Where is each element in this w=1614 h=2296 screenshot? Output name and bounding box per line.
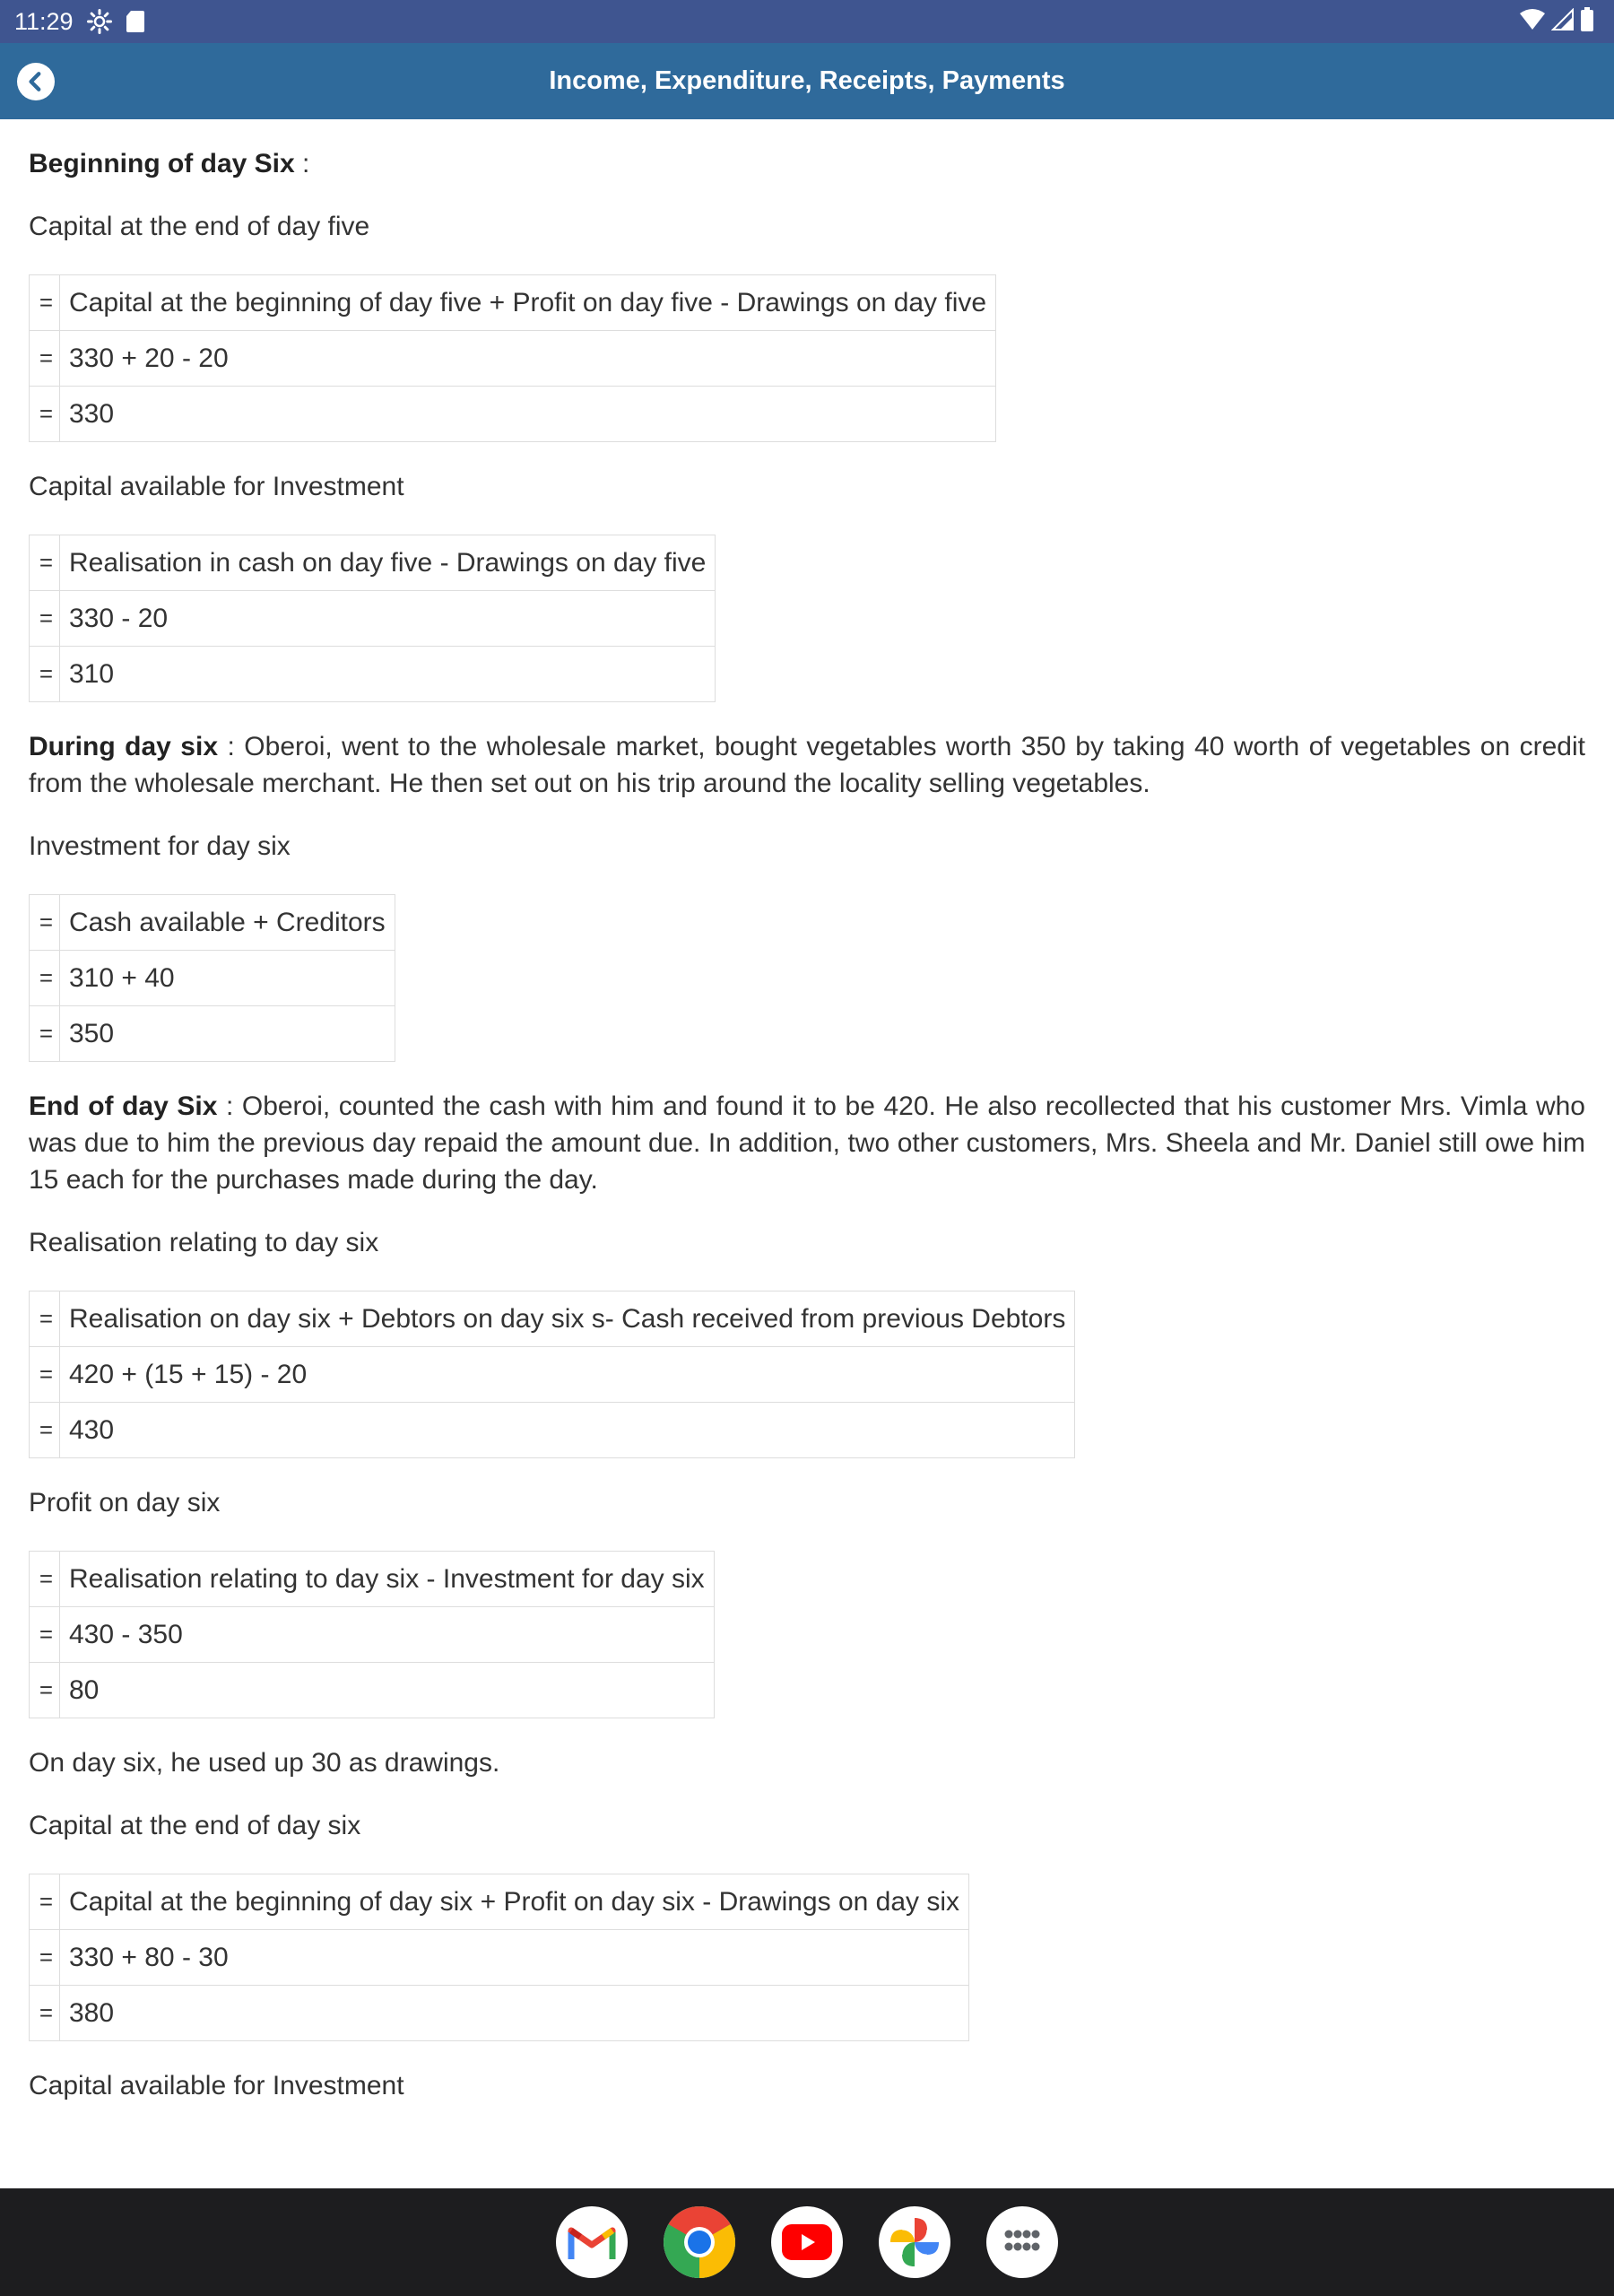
- table-row: [30, 1347, 1075, 1403]
- calc-table: [29, 1874, 969, 2041]
- status-time: 11:29: [14, 7, 74, 35]
- table-cell: Realisation relating to day six - Investment for day six: [60, 1552, 715, 1607]
- back-arrow-icon: [24, 70, 48, 93]
- table-cell: 430: [60, 1403, 1075, 1458]
- table-cell: Cash available + Creditors: [60, 895, 395, 951]
- paragraph-bold: End of day Six: [29, 1091, 218, 1121]
- equals-sign: =: [30, 1874, 60, 1930]
- signal-icon: [1551, 8, 1575, 36]
- equals-sign: =: [30, 1607, 60, 1663]
- equals-sign: =: [30, 275, 60, 331]
- table-row: [30, 951, 395, 1006]
- table-row: [30, 331, 996, 387]
- table-row: [30, 1292, 1075, 1347]
- equals-sign: =: [30, 387, 60, 442]
- app-bar: [0, 43, 1614, 119]
- table-cell: Realisation on day six + Debtors on day six s- Cash received from previous Debtors: [60, 1292, 1075, 1347]
- equals-sign: =: [30, 535, 60, 591]
- table-cell: 430 - 350: [60, 1607, 715, 1663]
- table-cell: 310: [60, 647, 716, 702]
- calc-label: Profit on day six: [29, 1488, 221, 1518]
- chrome-icon[interactable]: [664, 2206, 735, 2278]
- table-row: [30, 591, 716, 647]
- calc-table: [29, 1291, 1075, 1458]
- calc-label: Capital available for Investment: [29, 2071, 404, 2100]
- narrative-paragraph: [29, 1088, 1585, 1198]
- narrative-paragraph: On day six, he used up 30 as drawings.: [29, 1748, 500, 1778]
- calc-table: [29, 274, 996, 442]
- table-row: [30, 647, 716, 702]
- sd-card-icon: [126, 10, 145, 33]
- equals-sign: =: [30, 591, 60, 647]
- photos-icon[interactable]: [879, 2206, 950, 2278]
- app-drawer-icon[interactable]: [986, 2206, 1058, 2278]
- equals-sign: =: [30, 951, 60, 1006]
- table-cell: 330 + 20 - 20: [60, 331, 996, 387]
- table-cell: Capital at the beginning of day six + Profit on day six - Drawings on day six: [60, 1874, 969, 1930]
- table-row: [30, 1552, 715, 1607]
- calc-label: Capital at the end of day six: [29, 1811, 361, 1840]
- youtube-icon[interactable]: [771, 2206, 843, 2278]
- equals-sign: =: [30, 1292, 60, 1347]
- table-cell: Capital at the beginning of day five + Profit on day five - Drawings on day five: [60, 275, 996, 331]
- paragraph-text: : Oberoi, went to the wholesale market, bought vegetables worth 350 by taking 40 worth of vegetables on credit from the wholesale merchant. He then set out on his trip around the locality selling vegetables.: [29, 732, 1585, 798]
- narrative-paragraph: [29, 728, 1585, 802]
- wifi-icon: [1519, 8, 1546, 36]
- equals-sign: =: [30, 647, 60, 702]
- battery-icon: [1580, 7, 1594, 37]
- equals-sign: =: [30, 1663, 60, 1718]
- calc-label: Capital available for Investment: [29, 472, 404, 501]
- status-bar: [0, 0, 1614, 43]
- equals-sign: =: [30, 1986, 60, 2041]
- calc-table: [29, 894, 395, 1062]
- settings-icon: [86, 8, 113, 35]
- calc-label: Realisation relating to day six: [29, 1228, 379, 1257]
- intro-bold: Beginning of day Six: [29, 149, 295, 178]
- table-row: [30, 1930, 969, 1986]
- taskbar-dock: [0, 2188, 1614, 2296]
- intro-rest: :: [294, 149, 310, 178]
- equals-sign: =: [30, 1403, 60, 1458]
- gmail-icon[interactable]: [556, 2206, 628, 2278]
- calc-table: [29, 1551, 715, 1718]
- table-cell: 330 + 80 - 30: [60, 1930, 969, 1986]
- section-heading-paragraph: [29, 145, 1585, 182]
- article-content: [29, 119, 1585, 2104]
- table-row: [30, 1607, 715, 1663]
- table-cell: 330: [60, 387, 996, 442]
- table-row: [30, 1403, 1075, 1458]
- paragraph-bold: During day six: [29, 732, 219, 761]
- table-cell: 380: [60, 1986, 969, 2041]
- table-row: [30, 275, 996, 331]
- back-button[interactable]: [17, 63, 55, 100]
- equals-sign: =: [30, 895, 60, 951]
- table-row: [30, 535, 716, 591]
- paragraph-text: : Oberoi, counted the cash with him and found it to be 420. He also recollected that his customer Mrs. Vimla who was due to him the previous day repaid the amount due. In addition, two other customers, Mrs. Sheela and Mr. Daniel still owe him 15 each for the purchases made during the day.: [29, 1091, 1585, 1195]
- table-cell: 350: [60, 1006, 395, 1062]
- table-cell: 420 + (15 + 15) - 20: [60, 1347, 1075, 1403]
- table-row: [30, 895, 395, 951]
- equals-sign: =: [30, 1347, 60, 1403]
- calc-label: Capital at the end of day five: [29, 212, 370, 241]
- equals-sign: =: [30, 331, 60, 387]
- table-cell: 310 + 40: [60, 951, 395, 1006]
- table-row: [30, 1986, 969, 2041]
- table-cell: 80: [60, 1663, 715, 1718]
- table-row: [30, 1006, 395, 1062]
- table-cell: Realisation in cash on day five - Drawings on day five: [60, 535, 716, 591]
- equals-sign: =: [30, 1930, 60, 1986]
- calc-label: Investment for day six: [29, 831, 291, 861]
- table-cell: 330 - 20: [60, 591, 716, 647]
- equals-sign: =: [30, 1552, 60, 1607]
- table-row: [30, 1663, 715, 1718]
- equals-sign: =: [30, 1006, 60, 1062]
- table-row: [30, 387, 996, 442]
- calc-table: [29, 535, 716, 702]
- table-row: [30, 1874, 969, 1930]
- page-title: Income, Expenditure, Receipts, Payments: [549, 66, 1065, 95]
